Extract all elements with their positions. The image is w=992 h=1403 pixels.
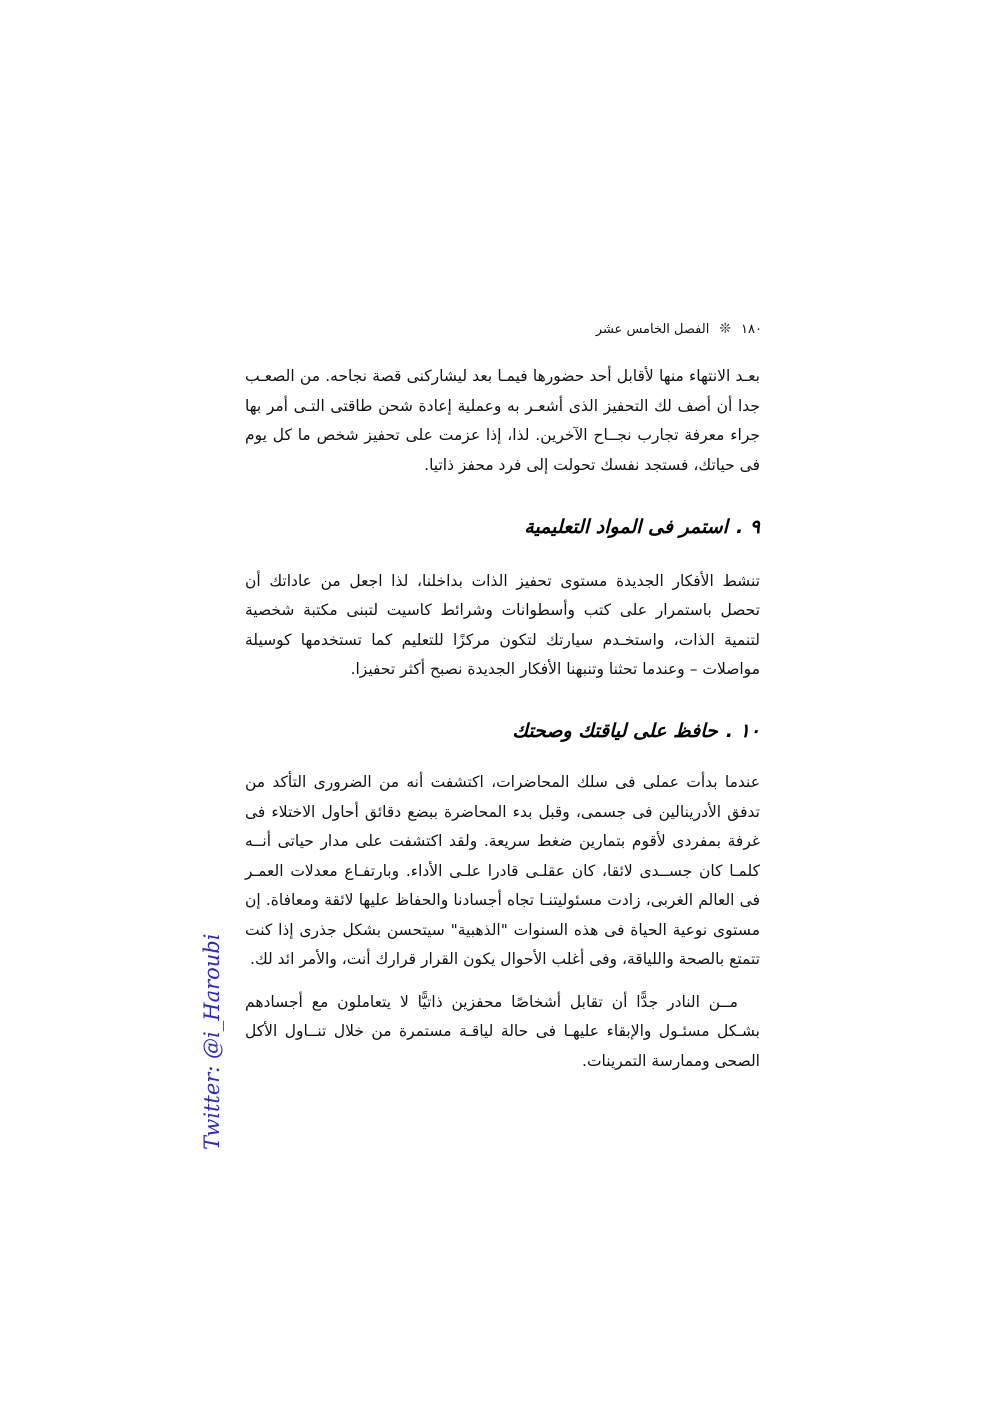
chapter-title: الفصل الخامس عشر	[595, 321, 710, 337]
section-10-paragraph-2: مــن النادر جدًّا أن تقابل أشخاصًا محفزين ذاتيًّا لا يتعاملون مع أجسادهم بشـكل مسئـول والإبقاء عليهـا فى حالة لياقـة مستمرة من خلال تنــاول الأكل الصحى وممارسة التمرينات.	[245, 992, 760, 1070]
section-10-number: ١٠ .	[725, 719, 760, 742]
intro-paragraph: بعـد الانتهاء منها لأقابل أحد حضورها فيمـا بعد ليشاركنى قصة نجاحه. من الصعـب جدا أن أصف لك التحفيز الذى أشعـر به وعملية إعادة شحن طاقتى التـى أمر بها جراء معرفة تجارب نجــاح الآخرين. لذا، إذا عزمت على تحفيز شخص ما كل يوم فى حياتك، فستجد نفسك تحولت إلى فرد محفز ذاتيا.	[245, 367, 760, 474]
section-10-heading	[245, 717, 760, 747]
section-10-paragraph-1: عندما بدأت عملى فى سلك المحاضرات، اكتشفت أنه من الضرورى التأكد من تدفق الأدرينالين فى جسمى، وقبل بدء المحاضرة ببضع دقائق أحاول الاختلاء فى غرفة بمفردى لأقوم بتمارين ضغط سريعة. ولقد اكتشفت على مدار حياتى أنــه كلمـا كان جســدى لائقا، كان عقلـى قادرا علـى الأداء. وبارتفـاع معدلات العمـر فى العالم الغربى، زادت مسئوليتنـا تجاه أجسادنا والحفاظ عليها لائقة ومعافاة. إن مستوى نوعية الحياة فى هذه السنوات "الذهبية" سيتحسن بشكل جذرى إذا كنت تتمتع بالصحة واللياقة، وفى أغلب الأحوال يكون القرار قرارك أنت، والأمر ائد لك.	[245, 773, 760, 968]
section-9-number: ٩ .	[735, 516, 760, 538]
section-9-title: استمر فى المواد التعليمية	[524, 516, 728, 538]
page-number: ١٨٠	[741, 321, 762, 337]
watermark: Twitter: @i_Haroubi	[200, 933, 224, 1150]
section-9-paragraph: تنشط الأفكار الجديدة مستوى تحفيز الذات بداخلنا، لذا اجعل من عاداتك أن تحصل باستمرار على كتب وأسطوانات وشرائط كاسيت لتبنى مكتبة شخصية لتنمية الذات، واستخـدم سيارتك لتكون مركزًا للتعليم كما تستخدمها كوسيلة مواصلات – وعندما تحثنا وتنبهنا الأفكار الجديدة نصبح أكثر تحفيزا.	[245, 571, 760, 678]
ornament-icon: ❊	[719, 321, 732, 337]
section-9-heading	[245, 513, 760, 543]
page-body	[245, 362, 760, 1076]
section-10-title: حافظ على لياقتك وصحتك	[512, 719, 718, 742]
running-header	[540, 318, 762, 340]
